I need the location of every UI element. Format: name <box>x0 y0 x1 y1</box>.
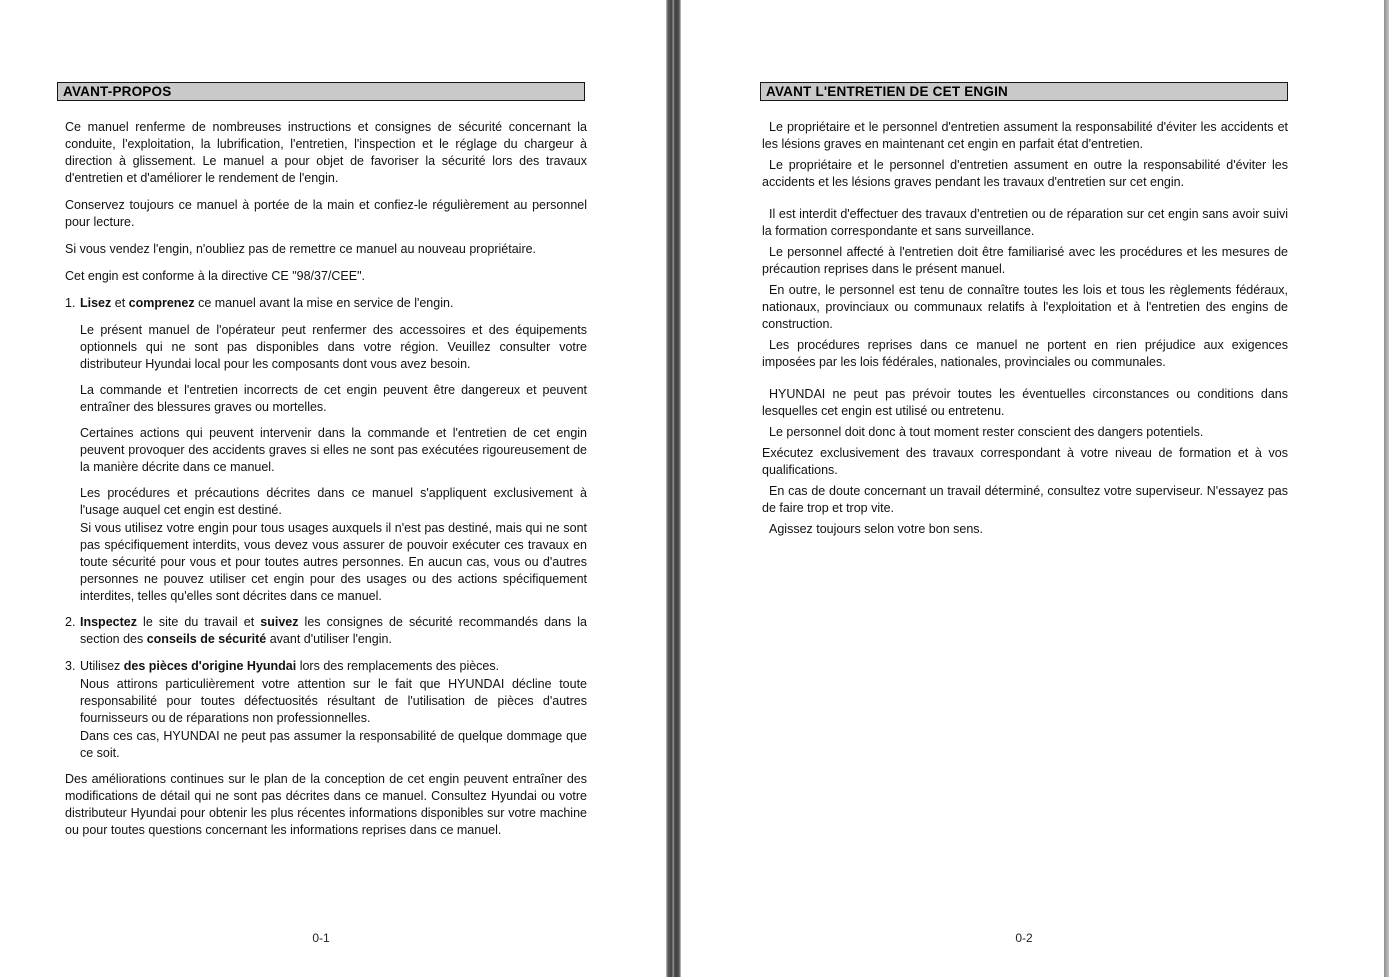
body-text: La commande et l'entretien incorrects de cet engin peuvent être dangereux et peuvent entraîner des blessures graves ou mortelles. <box>80 383 587 414</box>
paragraph <box>80 676 587 727</box>
page-right-content <box>762 119 1288 542</box>
section-header-left <box>57 82 585 101</box>
paragraph <box>80 382 587 416</box>
numbered-paragraph <box>65 658 587 675</box>
body-text: Il est interdit d'effectuer des travaux d'entretien ou de réparation sur cet engin sans avoir suivi la formation correspondante et sans surveillance. <box>762 207 1288 238</box>
page-number-right: 0-2 <box>1015 931 1033 945</box>
body-text: et <box>111 296 129 310</box>
paragraph <box>65 268 587 285</box>
page-left <box>0 0 666 977</box>
body-text: Les procédures reprises dans ce manuel ne portent en rien préjudice aux exigences imposées par les lois fédérales, nationales, provinciales ou communales. <box>762 338 1288 369</box>
list-number: 2. <box>65 615 76 629</box>
paragraph <box>762 337 1288 371</box>
body-text: En outre, le personnel est tenu de connaître toutes les lois et tous les règlements fédéraux, nationaux, provinciaux ou communaux relatifs à l'exploitation et à l'entretien des engins de construction. <box>762 283 1288 331</box>
body-text: le site du travail et <box>136 615 261 629</box>
body-text: En cas de doute concernant un travail déterminé, consultez votre superviseur. N'essayez pas de faire trop et trop vite. <box>762 484 1288 515</box>
emphasis-text: comprenez <box>128 296 195 310</box>
body-text: Le propriétaire et le personnel d'entretien assument en outre la responsabilité d'éviter les accidents et les lésions graves pendant les travaux d'entretien sur cet engin. <box>762 158 1288 189</box>
emphasis-text: Lisez <box>80 296 112 310</box>
body-text: Nous attirons particulièrement votre attention sur le fait que HYUNDAI décline toute responsabilité pour toutes défectuosités résultant de l'utilisation de pièces d'autres fournisseurs ou de réparations non professionnelles. <box>80 677 587 725</box>
body-text: Exécutez exclusivement des travaux correspondant à votre niveau de formation et à vos qualifications. <box>762 446 1288 477</box>
body-text: avant d'utiliser l'engin. <box>266 632 392 646</box>
body-text: Les procédures et précautions décrites dans ce manuel s'appliquent exclusivement à l'usage auquel cet engin est destiné. <box>80 486 587 517</box>
body-text: ce manuel avant la mise en service de l'engin. <box>194 296 454 310</box>
page-right <box>681 0 1384 977</box>
body-text: Des améliorations continues sur le plan de la conception de cet engin peuvent entraîner des modifications de détail qui ne sont pas décrites dans ce manuel. Consultez Hyundai ou votre distributeur Hyundai pour obtenir les plus récentes informations disponibles sur votre machine ou pour toutes questions concernant les informations reprises dans ce manuel. <box>65 772 587 837</box>
body-text: Agissez toujours selon votre bon sens. <box>769 522 984 536</box>
numbered-paragraph <box>65 295 587 312</box>
paragraph <box>762 206 1288 240</box>
body-text: lors des remplacements des pièces. <box>296 659 500 673</box>
paragraph <box>762 282 1288 333</box>
paragraph <box>80 425 587 476</box>
body-text: Dans ces cas, HYUNDAI ne peut pas assumer la responsabilité de quelque dommage que ce soit. <box>80 729 587 760</box>
emphasis-text: suivez <box>260 615 299 629</box>
body-text: les consignes de sécurité recommandés dans la section des <box>80 615 587 646</box>
emphasis-text: des pièces d'origine Hyundai <box>123 659 297 673</box>
paragraph <box>65 119 587 187</box>
paragraph <box>762 119 1288 153</box>
paragraph <box>80 520 587 605</box>
section-title-left: AVANT-PROPOS <box>63 84 172 99</box>
paragraph <box>65 197 587 231</box>
body-text: Ce manuel renferme de nombreuses instructions et consignes de sécurité concernant la conduite, l'exploitation, la lubrification, l'entretien, l'inspection et le réglage du chargeur à direction à glissement. Le manuel a pour objet de favoriser la sécurité lors des travaux d'entretien et d'améliorer le rendement de l'engin. <box>65 120 587 185</box>
body-text: Cet engin est conforme à la directive CE "98/37/CEE". <box>65 269 365 283</box>
body-text: Utilisez <box>80 659 124 673</box>
numbered-paragraph <box>65 614 587 648</box>
body-text: Le propriétaire et le personnel d'entretien assument la responsabilité d'éviter les accidents et les lésions graves en maintenant cet engin en parfait état d'entretien. <box>762 120 1288 151</box>
body-text: Si vous utilisez votre engin pour tous usages auxquels il n'est pas destiné, mais qui ne sont pas spécifiquement interdits, vous devez vous assurer de pouvoir exécuter ces travaux en toute sécurité pour vous et pour toutes autres personnes. En aucun cas, vous ou d'autres personnes ne pouvez utiliser cet engin pour des usages ou des actions spécifiquement interdites, telles qu'elles sont décrites dans ce manuel. <box>80 521 587 603</box>
body-text: Conservez toujours ce manuel à portée de la main et confiez-le régulièrement au personnel pour lecture. <box>65 198 587 229</box>
paragraph <box>762 244 1288 278</box>
page-left-content <box>65 119 587 849</box>
body-text: Certaines actions qui peuvent intervenir dans la commande et l'entretien de cet engin peuvent provoquer des accidents graves si elles ne sont pas exécutées rigoureusement de la manière décrite dans ce manuel. <box>80 426 587 474</box>
paragraph <box>65 241 587 258</box>
paragraph <box>762 386 1288 420</box>
paragraph <box>762 157 1288 191</box>
paragraph <box>762 521 1288 538</box>
page-gutter-divider <box>666 0 681 977</box>
body-text: HYUNDAI ne peut pas prévoir toutes les éventuelles circonstances ou conditions dans lesquelles cet engin est utilisé ou entretenu. <box>762 387 1288 418</box>
paragraph <box>80 485 587 519</box>
page-number-left: 0-1 <box>312 931 330 945</box>
section-title-right: AVANT L'ENTRETIEN DE CET ENGIN <box>766 84 1008 99</box>
paragraph <box>762 445 1288 479</box>
paragraph <box>762 483 1288 517</box>
paragraph <box>80 322 587 373</box>
body-text: Le personnel doit donc à tout moment rester conscient des dangers potentiels. <box>769 425 1204 439</box>
body-text: Si vous vendez l'engin, n'oubliez pas de remettre ce manuel au nouveau propriétaire. <box>65 242 537 256</box>
body-text: Le présent manuel de l'opérateur peut renfermer des accessoires et des équipements optionnels qui ne sont pas disponibles dans votre région. Veuillez consulter votre distributeur Hyundai local pour les composants dont vous avez besoin. <box>80 323 587 371</box>
list-number: 3. <box>65 659 76 673</box>
emphasis-text: Inspectez <box>80 615 137 629</box>
paragraph <box>65 771 587 839</box>
list-number: 1. <box>65 296 76 310</box>
paragraph <box>80 728 587 762</box>
scan-edge <box>1384 0 1389 977</box>
paragraph <box>762 424 1288 441</box>
body-text: Le personnel affecté à l'entretien doit être familiarisé avec les procédures et les mesures de précaution reprises dans le présent manuel. <box>762 245 1288 276</box>
section-header-right <box>760 82 1288 101</box>
emphasis-text: conseils de sécurité <box>146 632 267 646</box>
